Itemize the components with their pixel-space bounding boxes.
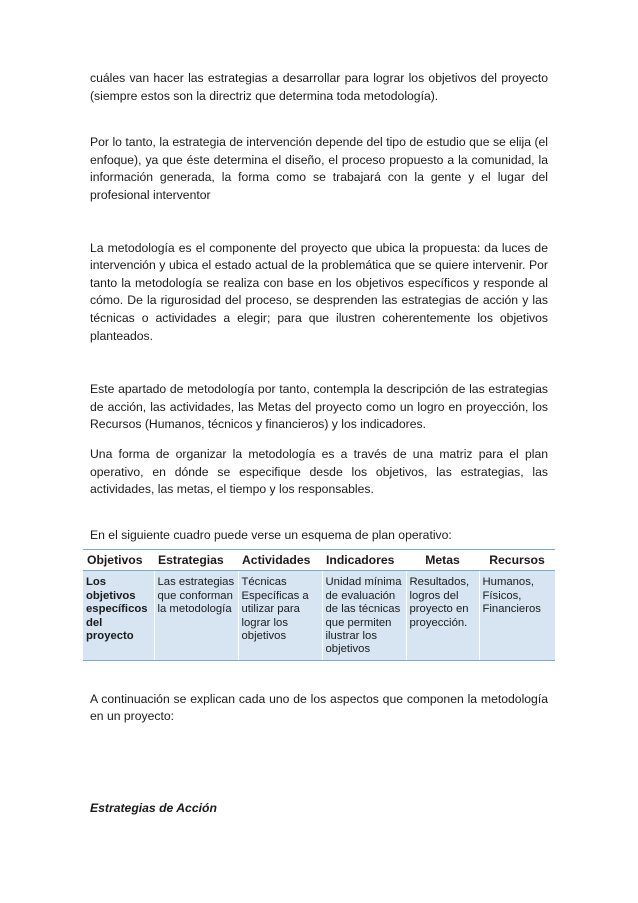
cell-objetivos: Los objetivos específicos del proyecto — [83, 571, 154, 660]
section-heading: Estrategias de Acción — [90, 801, 217, 815]
paragraph-objectives-strategies: cuáles van hacer las estrategias a desarrollar para lograr los objetivos del proyecto (siempre estos son la directriz que determina toda metodología). — [90, 71, 548, 103]
paragraph-table-intro: En el siguiente cuadro puede verse un esquema de plan operativo: — [90, 527, 452, 542]
cell-metas: Resultados, logros del proyecto en proyección. — [406, 571, 479, 660]
cell-indicadores: Unidad mínima de evaluación de las técnicas que permiten ilustrar los objetivos — [322, 571, 406, 660]
paragraph-aspects-intro: A continuación se explican cada uno de los aspectos que componen la metodología en un proyecto: — [90, 691, 548, 724]
header-metas: Metas — [406, 550, 479, 571]
cell-estrategias: Las estrategias que conforman la metodología — [154, 571, 238, 660]
paragraph-methodology-definition: La metodología es el componente del proyecto que ubica la propuesta: da luces de intervención y ubica el estado actual de la problemática que se quiere intervenir. Por tanto la metodología se realiza con base en los objetivos específicos y responde al cómo. De la rigurosidad del proceso, se desprenden las estrategias de acción y las técnicas o actividades a elegir; para que ilustren coherentemente los objetivos planteados. — [90, 240, 548, 343]
cell-actividades: Técnicas Específicas a utilizar para lograr los objetivos — [238, 571, 322, 660]
header-objetivos: Objetivos — [83, 550, 154, 571]
header-recursos: Recursos — [479, 550, 555, 571]
document-body — [86, 70, 548, 726]
table-header-row — [83, 550, 555, 571]
header-estrategias: Estrategias — [154, 550, 238, 571]
paragraph-intervention-strategy: Por lo tanto, la estrategia de intervención depende del tipo de estudio que se elija (el enfoque), ya que éste determina el diseño, el proceso propuesto a la comunidad, la información generada, la forma como se trabajará con la gente y el lugar del profesional interventor — [90, 135, 548, 202]
paragraph-methodology-scope: Este apartado de metodología por tanto, contempla la descripción de las estrategias de acción, las actividades, las Metas del proyecto como un logro en proyección, los Recursos (Humanos, técnicos y financieros) y los indicadores. — [90, 382, 548, 432]
operative-plan-table — [83, 549, 555, 660]
header-actividades: Actividades — [238, 550, 322, 571]
paragraph-matrix-plan: Una forma de organizar la metodología es a través de una matriz para el plan operativo, en dónde se especifique desde los objetivos, las estrategias, las actividades, las metas, el tiempo y los responsables. — [90, 446, 548, 497]
table-row — [83, 571, 555, 660]
header-indicadores: Indicadores — [322, 550, 406, 571]
cell-recursos: Humanos, Físicos, Financieros — [479, 571, 555, 660]
